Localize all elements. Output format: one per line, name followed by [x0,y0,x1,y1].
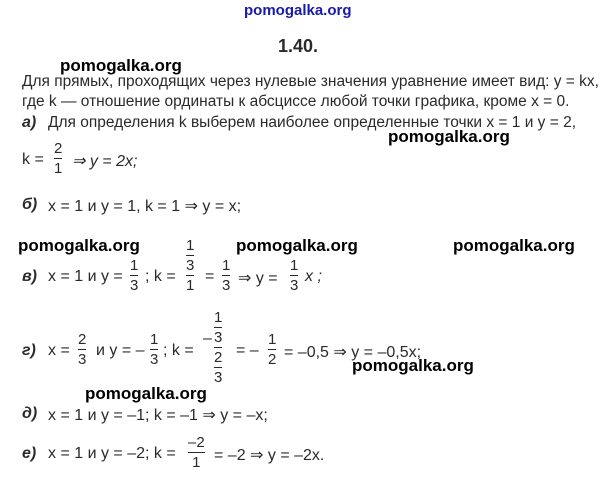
fraction-a [54,140,62,177]
numerator: 1 [268,331,277,348]
denominator: 3 [186,257,195,274]
denominator: 3 [214,369,223,386]
fraction-v-result [290,257,298,294]
numerator: 1 [290,257,299,274]
fraction-g-mid [268,331,276,368]
denominator: 3 [130,277,139,294]
item-e-part2: = –2 ⇒ y = –2x. [214,447,325,464]
numerator: 2 [214,349,223,366]
denominator: 3 [290,277,299,294]
denominator: 1 [192,454,201,471]
equals: = [205,268,215,285]
numerator: 1 [130,257,139,274]
denominator: 3 [214,329,223,346]
problem-number: 1.40. [278,36,319,56]
watermark-top: pomogalka.org [244,2,352,19]
item-v-part2: ; k = [145,268,176,285]
fraction-v-mid [222,257,230,294]
watermark: pomogalka.org [453,236,575,255]
item-label-a: а) [22,114,37,131]
fraction-g-y [150,331,158,368]
item-g-part1: x = [48,342,70,359]
denominator: 1 [186,277,195,294]
item-a-text: Для определения k выберем наиболее определенные точки x = 1 и y = 2, [48,114,577,131]
item-g-part4: = – [236,342,259,359]
watermark: pomogalka.org [388,127,510,146]
item-d-text: x = 1 и y = –1; k = –1 ⇒ y = –x; [48,407,268,424]
watermark: pomogalka.org [236,236,358,255]
item-v-part1: x = 1 и y = [48,268,123,285]
numerator: –2 [188,434,205,451]
watermark: pomogalka.org [352,356,474,375]
item-g-part2: и y = – [96,342,145,359]
item-e-part1: x = 1 и y = –2; k = [48,445,176,462]
denominator: 3 [78,351,87,368]
numerator: 2 [78,331,87,348]
item-g-part5: = –0,5 ⇒ y = –0,5x; [284,344,422,361]
item-label-g: г) [22,342,36,359]
numerator: 1 [222,257,231,274]
watermark: pomogalka.org [85,384,207,403]
numerator: 1 [186,237,195,254]
item-v-part4: x ; [305,268,322,285]
minus-sign: – [203,330,212,347]
intro-line-2: где k — отношение ординаты к абсциссе любой точки графика, кроме x = 0. [22,93,570,110]
numerator: 2 [54,140,63,157]
item-label-b: б) [22,196,38,213]
item-label-d: д) [22,405,38,422]
fraction-e-k [188,434,205,471]
item-g-part3: ; k = [163,342,194,359]
denominator: 1 [54,160,63,177]
item-label-v: в) [22,268,37,285]
denominator: 3 [150,351,159,368]
numerator: 1 [214,309,223,326]
fraction-v-k [186,237,194,294]
numerator: 1 [150,331,159,348]
fraction-g-x [78,331,86,368]
item-a-k: k = [22,151,44,168]
item-label-e: е) [22,445,37,462]
intro-line-1: Для прямых, проходящих через нулевые значения уравнение имеет вид: y = kx, [22,73,599,90]
denominator: 2 [268,351,277,368]
fraction-v-y [130,257,138,294]
watermark: pomogalka.org [18,236,140,255]
watermark: pomogalka.org [60,56,182,75]
item-a-result: ⇒ y = 2x; [72,153,138,170]
item-v-part3: ⇒ y = [238,270,278,287]
fraction-g-k [214,309,222,386]
denominator: 3 [222,277,231,294]
item-b-text: x = 1 и y = 1, k = 1 ⇒ y = x; [48,198,242,215]
